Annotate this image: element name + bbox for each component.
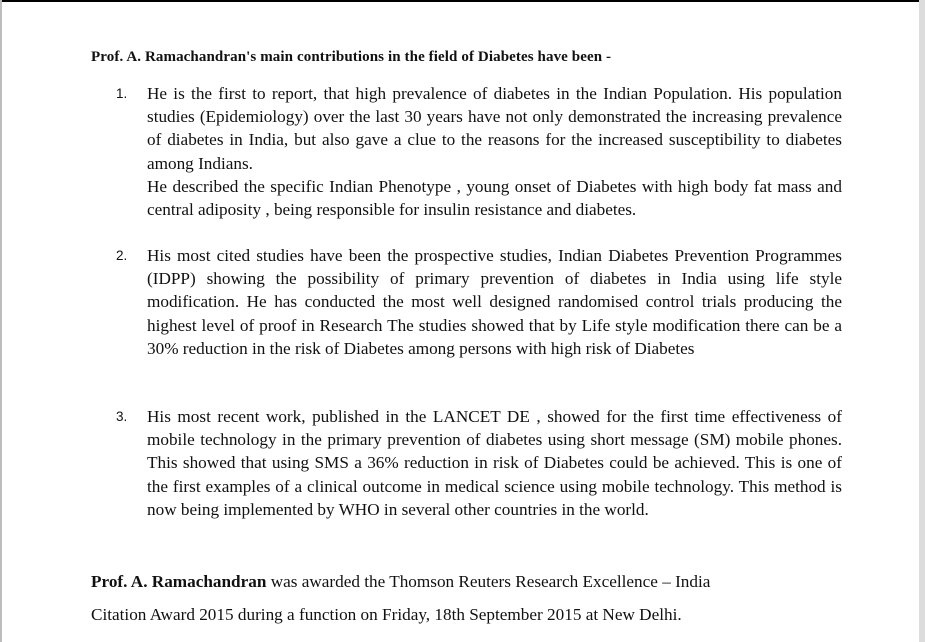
page-right-border: [919, 0, 925, 642]
contribution-number: 2.: [116, 248, 128, 263]
contribution-text: [147, 405, 842, 521]
contribution-item-2: [116, 244, 846, 360]
contribution-paragraph: He described the specific Indian Phenotype , young onset of Diabetes with high body fat mass and central adiposity , being responsible for insulin resistance and diabetes.: [147, 176, 842, 220]
contribution-number: 1.: [116, 86, 128, 101]
contributions-heading: Prof. A. Ramachandran's main contributions in the field of Diabetes have been -: [91, 49, 612, 65]
contribution-paragraph: His most cited studies have been the prospective studies, Indian Diabetes Prevention Programmes (IDPP) showing the possibility of primary prevention of diabetes in India using life style modification. He has conducted the most well designed randomised control trials producing the highest level of proof in Research The studies showed that by Life style modification there can be a 30% reduction in the risk of Diabetes among persons with high risk of Diabetes: [147, 246, 842, 358]
contribution-text: [147, 82, 842, 221]
page-left-border: [0, 0, 2, 642]
contribution-paragraph: His most recent work, published in the LANCET DE , showed for the first time effectiveness of mobile technology in the primary prevention of diabetes using short message (SM) mobile phones. This showed that using SMS a 36% reduction in risk of Diabetes could be achieved. This is one of the first examples of a clinical outcome in medical science using mobile technology. This method is now being implemented by WHO in several other countries in the world.: [147, 407, 842, 519]
contribution-paragraph: He is the first to report, that high prevalence of diabetes in the Indian Population. His population studies (Epidemiology) over the last 30 years have not only demonstrated the increasing prevalence of diabetes in India, but also gave a clue to the reasons for the increased susceptibility to diabetes among Indians.: [147, 84, 842, 173]
contribution-item-3: [116, 405, 846, 521]
award-line-1: [91, 570, 851, 593]
contribution-number: 3.: [116, 409, 128, 424]
contribution-text: [147, 244, 842, 360]
page-top-border: [0, 0, 925, 2]
contribution-item-1: [116, 82, 846, 221]
award-line-2: Citation Award 2015 during a function on Friday, 18th September 2015 at New Delhi.: [91, 605, 682, 624]
award-text: was awarded the Thomson Reuters Research Excellence – India: [266, 572, 711, 591]
award-recipient-name: Prof. A. Ramachandran: [91, 572, 267, 591]
